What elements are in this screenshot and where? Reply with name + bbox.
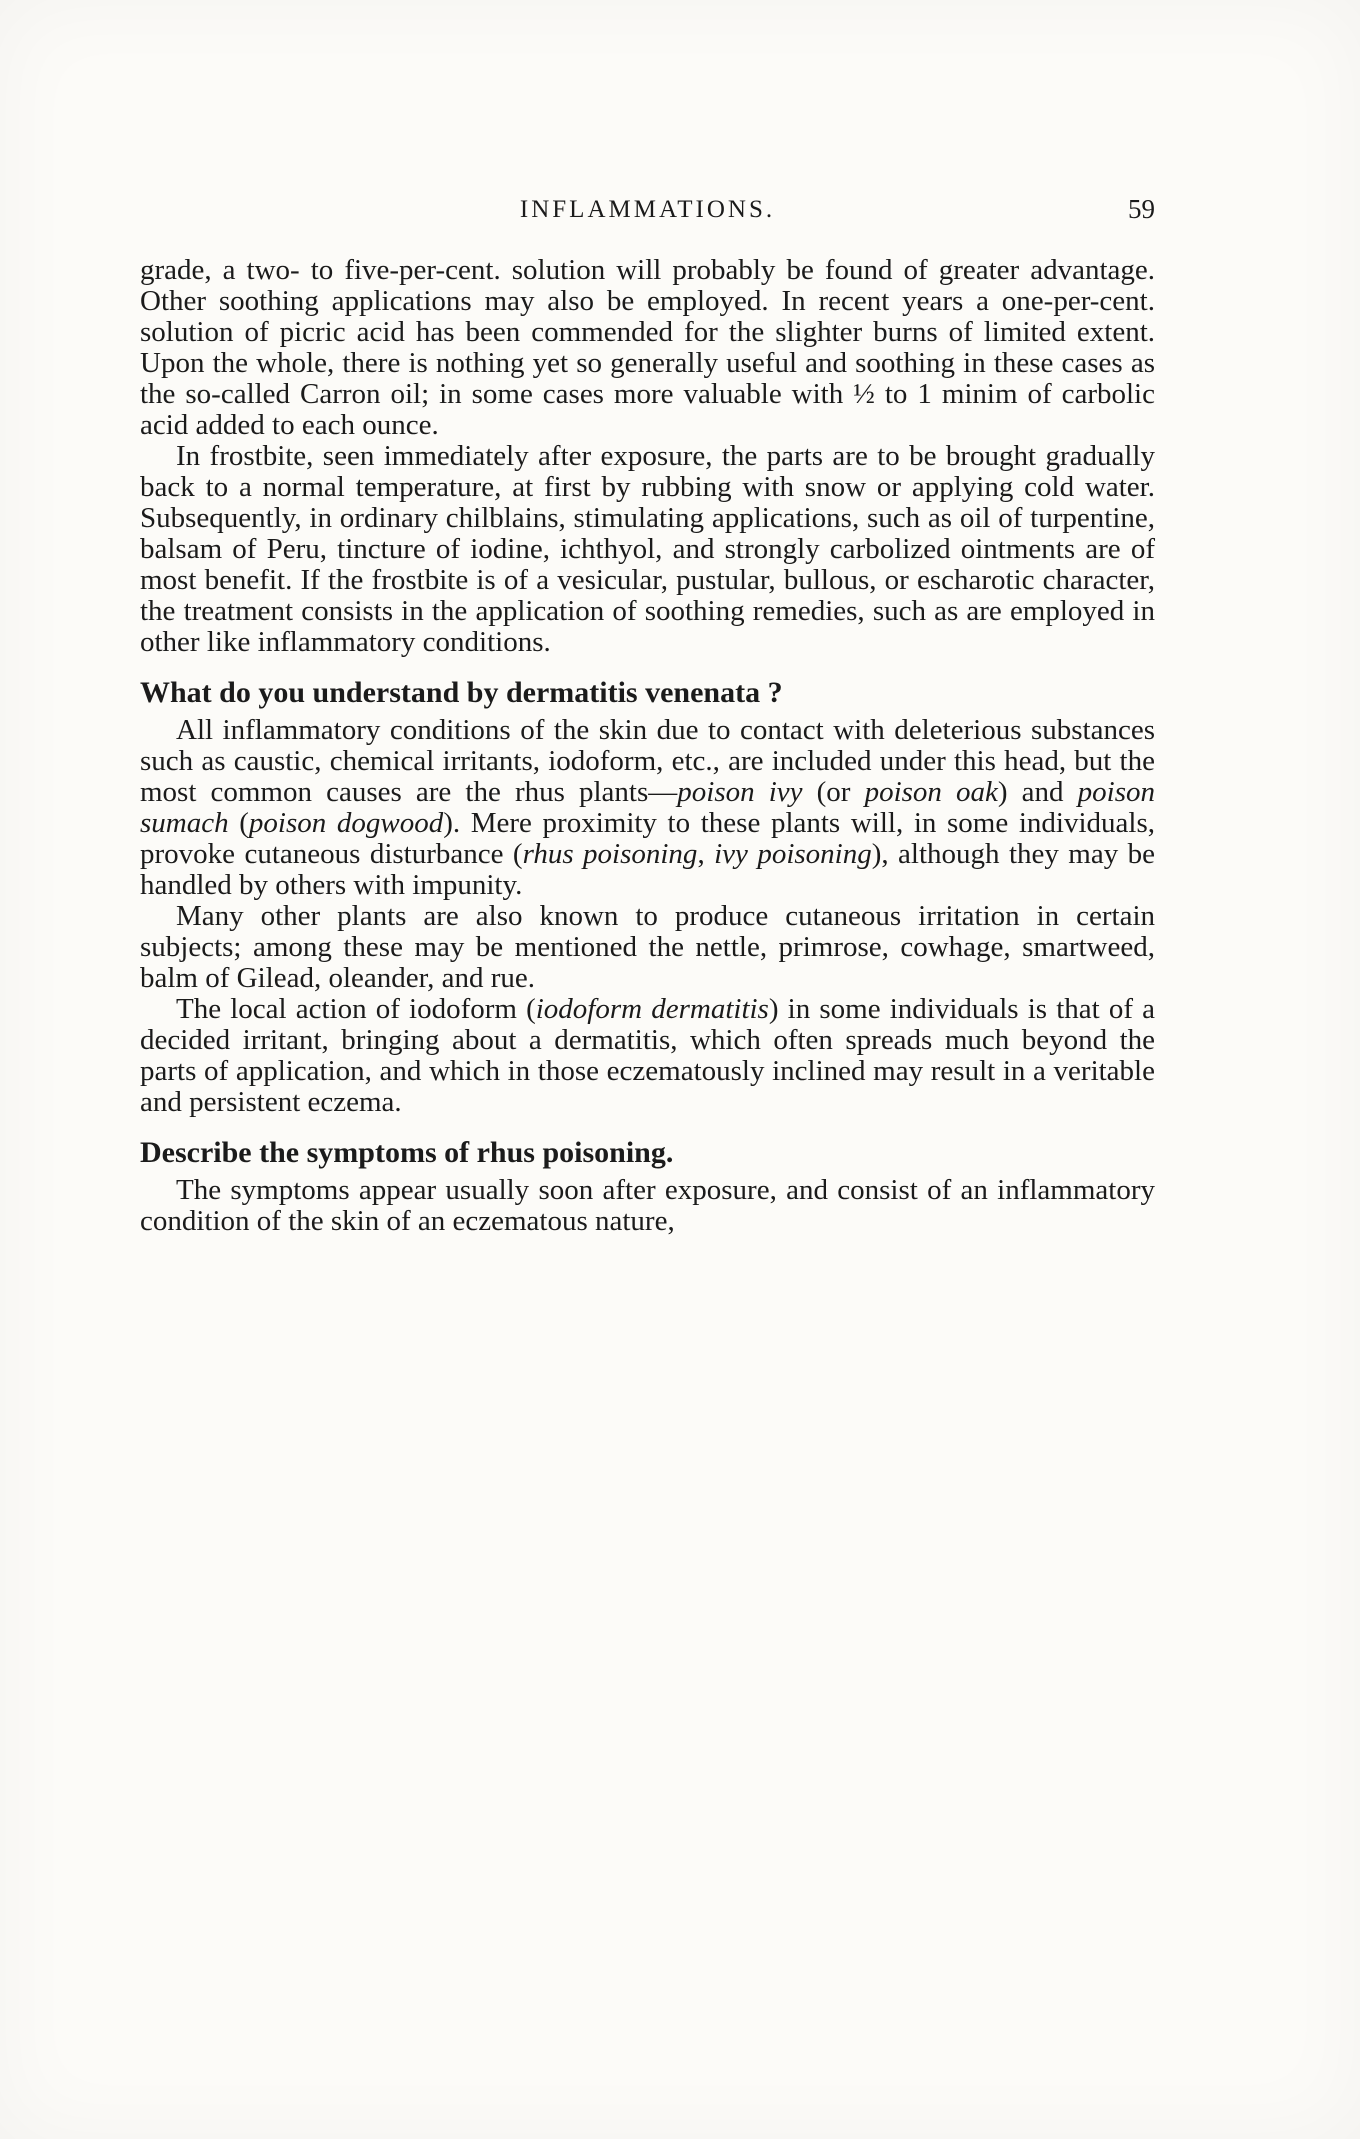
- running-title: INFLAMMATIONS.: [519, 196, 776, 223]
- text-run: ,: [697, 838, 715, 870]
- paragraph-continued-from-previous-page: [140, 255, 1155, 441]
- italic-text-run: poison dogwood: [248, 807, 444, 839]
- page-body: [140, 255, 1155, 1237]
- text-run: ), although they may be handled by others with impunity.: [140, 838, 1156, 901]
- text-run: All inflammatory conditions of the skin due to contact with deleterious substances such as caustic, chemical irritants, iodoform, etc., are included under this head, but the most common causes are the rhus plants—: [140, 714, 1155, 808]
- italic-text-run: ivy poisoning: [714, 838, 872, 870]
- text-run: The local action of iodoform (: [176, 993, 536, 1025]
- page-header: [140, 196, 1155, 230]
- text-run: grade, a two- to five-per-cent. solution will probably be found of greater advantage. Other soothing applications may also be employed. In recent years a one-per-cent. solution of picric acid has been commended for the slighter burns of limited extent. Upon the whole, there is nothing yet so generally useful and soothing in these cases as the so-called Carron oil; in some cases more valuable with ½ to 1 minim of carbolic acid added to each ounce.: [140, 254, 1155, 441]
- italic-text-run: poison sumach: [140, 776, 1155, 839]
- italic-text-run: poison oak: [864, 776, 998, 808]
- italic-text-run: iodoform dermatitis: [535, 993, 769, 1025]
- text-run: ). Mere proximity to these plants will, in some individuals, provoke cutaneous disturbance (: [140, 807, 1155, 870]
- text-run: ) and: [997, 776, 1078, 808]
- text-run: (or: [802, 776, 865, 808]
- italic-text-run: rhus poisoning: [522, 838, 698, 870]
- question-heading-dermatitis-venenata: What do you understand by dermatitis venenata ?: [140, 676, 783, 709]
- text-run: ) in some individuals is that of a decided irritant, bringing about a dermatitis, which often spreads much beyond the parts of application, and which in those eczematously inclined may result in a veritable and persistent eczema.: [140, 993, 1156, 1118]
- question-heading-rhus-symptoms: Describe the symptoms of rhus poisoning.: [140, 1136, 674, 1169]
- paragraph-dermatitis-causes: [140, 715, 1155, 901]
- text-run: (: [228, 807, 249, 839]
- text-run: Many other plants are also known to produce cutaneous irritation in certain subjects; among these may be mentioned the nettle, primrose, cowhage, smartweed, balm of Gilead, oleander, and rue.: [140, 900, 1155, 994]
- paragraph-frostbite: [140, 441, 1155, 658]
- text-run: The symptoms appear usually soon after exposure, and consist of an inflammatory condition of the skin of an eczematous nature,: [140, 1174, 1155, 1237]
- page-number: 59: [1128, 194, 1155, 224]
- paragraph-other-plants: [140, 901, 1155, 994]
- text-run: In frostbite, seen immediately after exposure, the parts are to be brought gradually back to a normal temperature, at first by rubbing with snow or applying cold water. Subsequently, in ordinary chilblains, stimulating applications, such as oil of turpentine, balsam of Peru, tincture of iodine, ichthyol, and strongly carbolized ointments are of most benefit. If the frostbite is of a vesicular, pustular, bullous, or escharotic character, the treatment consists in the application of soothing remedies, such as are employed in other like inflammatory conditions.: [140, 440, 1155, 658]
- paragraph-rhus-symptoms: [140, 1175, 1155, 1237]
- italic-text-run: poison ivy: [677, 776, 803, 808]
- paragraph-iodoform: [140, 994, 1155, 1118]
